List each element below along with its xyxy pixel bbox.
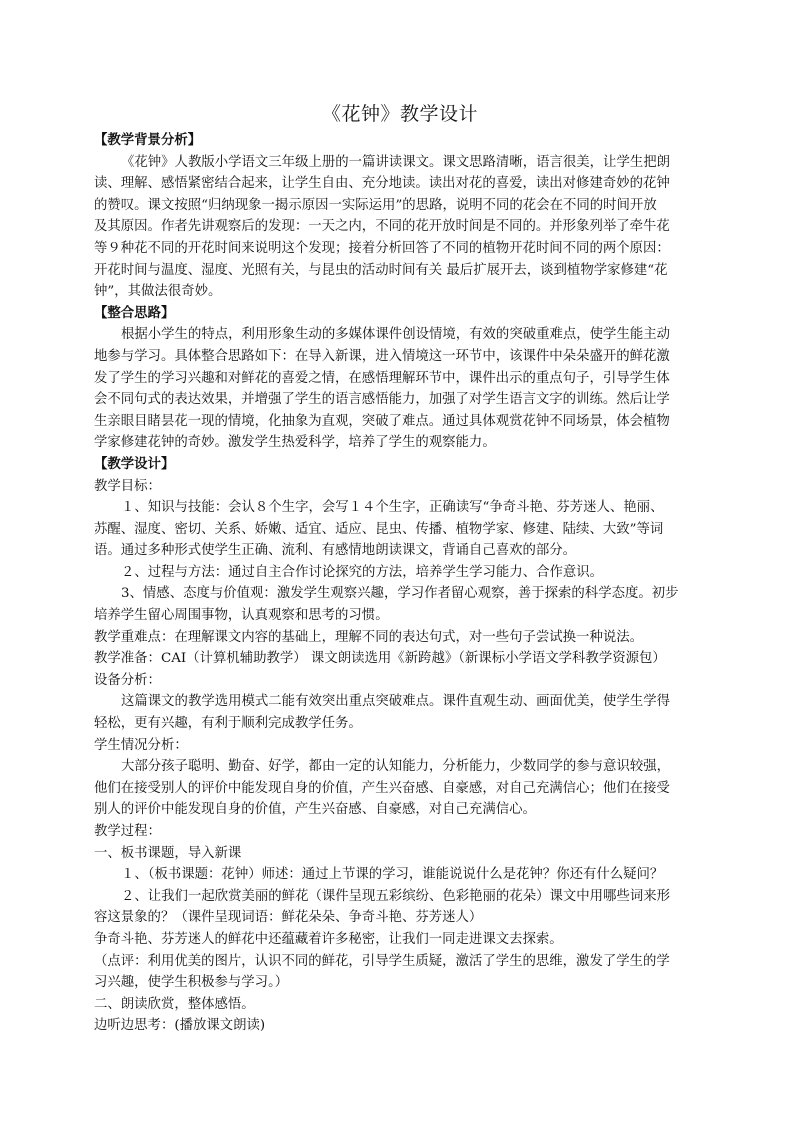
paragraph-line: 一、板书课题，导入新课 — [94, 845, 242, 861]
paragraph-line: 地参与学习。具体整合思路如下：在导入新课，进入情境这一环节中，该课件中朵朵盛开的鲜花激 — [94, 348, 670, 364]
section-heading: 【教学背景分析】 — [94, 132, 202, 148]
paragraph-line: 读、理解、感悟紧密结合起来，让学生自由、充分地读。读出对花的喜爱，读出对修建奇妙的花钟 — [94, 176, 670, 192]
paragraph-line: 等９种花不同的开花时间来说明这个发现；接着分析回答了不同的植物开花时间不同的两个原因： — [94, 240, 670, 256]
document-page — [94, 100, 706, 1037]
paragraph-line: １、知识与技能：会认８个生字，会写１４个生字，正确读写“争奇斗艳、芬芳迷人、艳丽、 — [121, 500, 664, 516]
paragraph-line: 设备分析： — [94, 672, 161, 688]
paragraph-line: 他们在接受别人的评价中能发现自身的价值，产生兴奋感、自豪感，对自己充满信心；他们在接受 — [94, 780, 670, 796]
paragraph-line: 及其原因。作者先讲观察后的发现：一天之内，不同的花开放时间是不同的。并形象列举了牵牛花 — [94, 219, 670, 235]
paragraph-line: ２、过程与方法：通过自主合作讨论探究的方法，培养学生学习能力、合作意识。 — [121, 564, 604, 580]
paragraph-line: 容这景象的？（课件呈现词语：鲜花朵朵、争奇斗艳、芬芳迷人） — [94, 910, 483, 926]
section-heading: 【整合思路】 — [94, 304, 175, 321]
paragraph-line: 培养学生留心周围事物，认真观察和思考的习惯。 — [94, 608, 389, 624]
paragraph-line: 学生情况分析： — [94, 737, 188, 753]
paragraph-line: 发了学生的学习兴趣和对鲜花的喜爱之情，在感悟理解环节中，课件出示的重点句子，引导学生体 — [94, 370, 670, 386]
paragraph-line: 3、情感、态度与价值观：激发学生观察兴趣，学习作者留心观察，善于探索的科学态度。初步 — [121, 586, 679, 602]
paragraph-line: 根据小学生的特点，利用形象生动的多媒体课件创设情境，有效的突破重难点，使学生能主动 — [121, 327, 671, 343]
paragraph-line: 教学准备：CAI（计算机辅助教学） 课文朗读选用《新跨越》（新课标小学语文学科教学资源包） — [94, 651, 666, 667]
paragraph-line: 边听边思考：(播放课文朗读) — [94, 1018, 266, 1034]
paragraph-line: 教学过程： — [94, 824, 161, 839]
paragraph-line: 钟”，其做法很奇妙。 — [94, 284, 222, 300]
paragraph-line: 轻松，更有兴趣，有利于顺利完成教学任务。 — [94, 716, 362, 732]
paragraph-line: 语。通过多种形式使学生正确、流利、有感情地朗读课文，背诵自己喜欢的部分。 — [94, 543, 577, 559]
paragraph-line: 习兴趣，使学生积极参与学习。） — [94, 975, 289, 991]
paragraph-line: 别人的评价中能发现自身的价值，产生兴奋感、自豪感，对自己充满信心。 — [94, 802, 536, 818]
paragraph-line: 大部分孩子聪明、勤奋、好学，都由一定的认知能力，分析能力，少数同学的参与意识较强， — [121, 759, 671, 775]
section-heading: 【教学设计】 — [94, 455, 175, 472]
paragraph-line: 的赞叹。课文按照“归纳现象一揭示原因一实际运用”的思路，说明不同的花会在不同的时间开放 — [94, 197, 657, 213]
paragraph-line: １、（板书课题：花钟）师述：通过上节课的学习，谁能说说什么是花钟？你还有什么疑问？ — [121, 867, 664, 883]
paragraph-line: 苏醒、湿度、密切、关系、娇嫩、适宜、适应、昆虫、传播、植物学家、修建、陆续、大致”等词 — [94, 521, 664, 537]
paragraph-line: 教学重难点：在理解课文内容的基础上，理解不同的表达句式，对一些句子尝试换一种说法。 — [94, 629, 644, 645]
paragraph-line: 二、朗读欣赏，整体感悟。 — [94, 996, 255, 1012]
paragraph-line: 《花钟》人教版小学语文三年级上册的一篇讲读课文。课文思路清晰，语言很美，让学生把朗 — [121, 154, 671, 170]
paragraph-line: 学家修建花钟的奇妙。激发学生热爱科学，培养了学生的观察能力。 — [94, 435, 496, 451]
paragraph-line: ２、让我们一起欣赏美丽的鲜花（课件呈现五彩缤纷、色彩艳丽的花朵）课文中用哪些词来形 — [121, 888, 671, 904]
paragraph-line: 这篇课文的教学选用模式二能有效突出重点突破难点。课件直观生动、画面优美，使学生学得 — [121, 694, 671, 710]
document-title: 《花钟》教学设计 — [321, 103, 478, 125]
paragraph-line: 教学目标： — [94, 478, 161, 494]
document-body — [94, 130, 706, 1037]
paragraph-line: 争奇斗艳、芬芳迷人的鲜花中还蕴藏着许多秘密，让我们一同走进课文去探索。 — [94, 931, 563, 947]
paragraph-line: （点评：利用优美的图片，认识不同的鲜花，引导学生质疑，激活了学生的思维，激发了学生的学 — [94, 953, 670, 969]
paragraph-line: 生亲眼目睹昙花一现的情境，化抽象为直观，突破了难点。通过具体观赏花钟不同场景，体会植物 — [94, 413, 670, 429]
paragraph-line: 会不同句式的表达效果，并增强了学生的语言感悟能力，加强了对学生语言文字的训练。然后让学 — [94, 392, 670, 408]
paragraph-line: 开花时间与温度、湿度、光照有关，与昆虫的活动时间有关 最后扩展开去，谈到植物学家修建“花 — [94, 262, 668, 278]
